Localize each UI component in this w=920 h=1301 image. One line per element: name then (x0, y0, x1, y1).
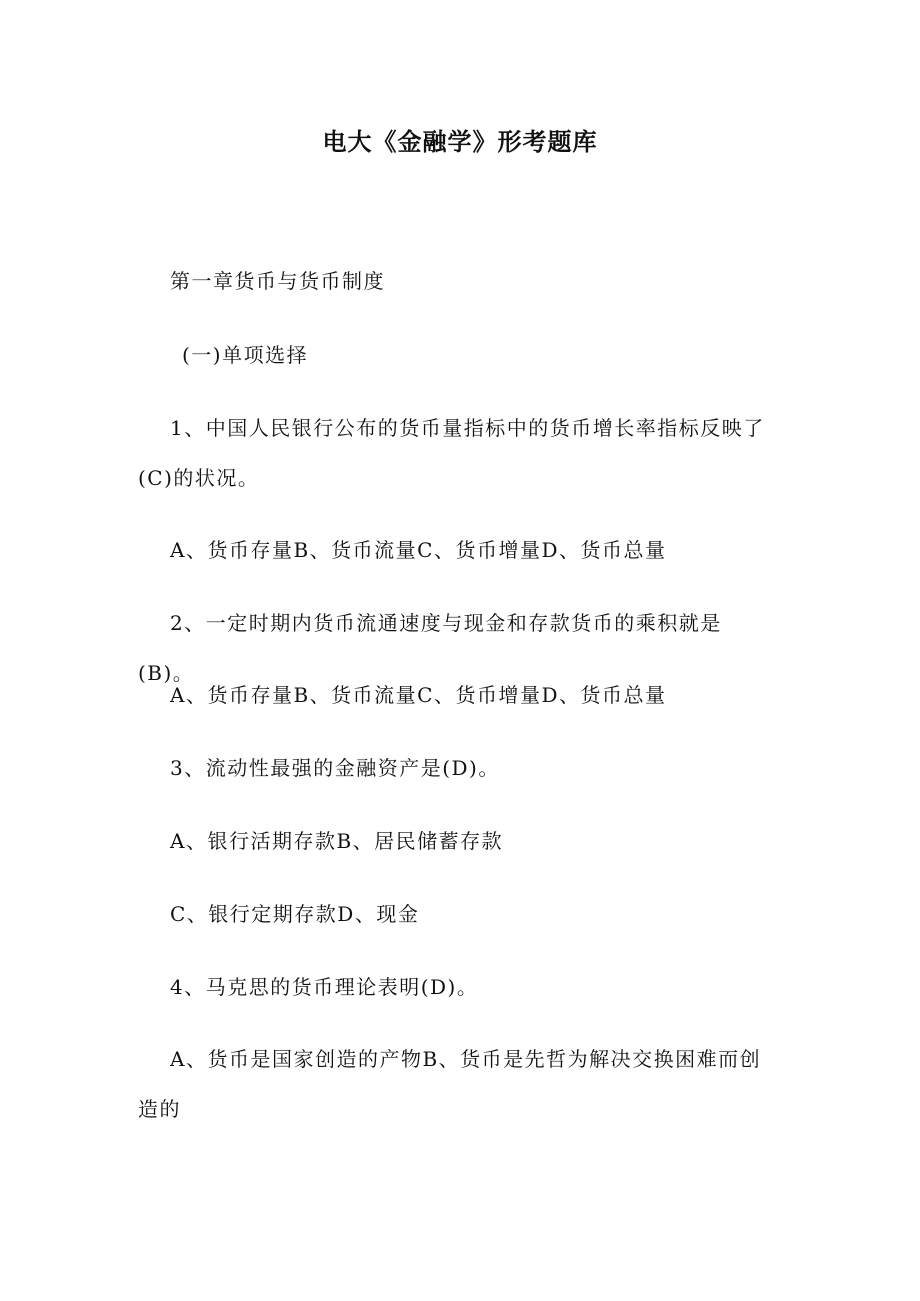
question-3-stem: 3、流动性最强的金融资产是(D)。 (170, 756, 500, 780)
question-4-options: A、货币是国家创造的产物B、货币是先哲为解决交换困难而创造的 (138, 1047, 762, 1121)
question-1-stem: 1、中国人民银行公布的货币量指标中的货币增长率指标反映了(C)的状况。 (138, 416, 765, 490)
document-title: 电大《金融学》形考题库 (322, 128, 598, 156)
question-2-stem: 2、一定时期内货币流通速度与现金和存款货币的乘积就是(B)。 (138, 611, 722, 685)
chapter-heading: 第一章货币与货币制度 (170, 269, 385, 293)
question-3-option-line-1: A、银行活期存款B、居民储蓄存款 (170, 829, 504, 853)
section-heading: (一)单项选择 (182, 343, 309, 367)
question-1-options: A、货币存量B、货币流量C、货币增量D、货币总量 (170, 538, 667, 562)
question-3-option-line-2: C、银行定期存款D、现金 (170, 902, 420, 926)
question-2-options: A、货币存量B、货币流量C、货币增量D、货币总量 (170, 683, 667, 707)
question-4-stem: 4、马克思的货币理论表明(D)。 (170, 975, 479, 999)
